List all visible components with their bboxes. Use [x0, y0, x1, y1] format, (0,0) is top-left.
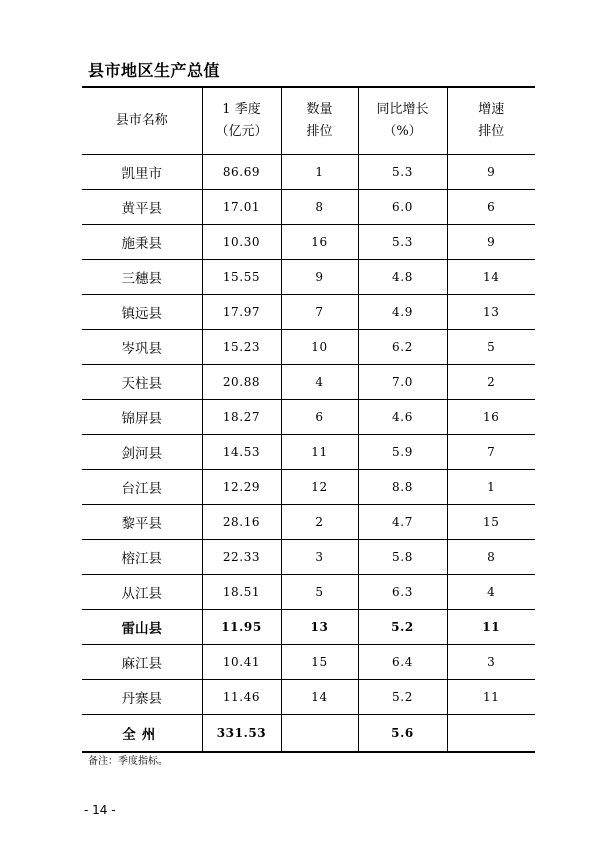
table-row	[82, 470, 535, 505]
cell-growth-rank: 2	[447, 365, 535, 400]
table-row	[82, 260, 535, 295]
cell-growth-rank: 7	[447, 435, 535, 470]
cell-growth: 6.4	[358, 645, 447, 680]
cell-q1-value: 20.88	[202, 365, 281, 400]
table-row	[82, 610, 535, 645]
cell-rank	[281, 715, 358, 753]
cell-rank: 6	[281, 400, 358, 435]
cell-county-name: 施秉县	[82, 225, 202, 260]
cell-growth-rank: 9	[447, 225, 535, 260]
cell-growth-rank: 16	[447, 400, 535, 435]
cell-county-name: 麻江县	[82, 645, 202, 680]
cell-growth: 7.0	[358, 365, 447, 400]
header-growth-rank	[447, 87, 535, 155]
cell-county-name: 全州	[82, 715, 202, 753]
cell-growth: 6.3	[358, 575, 447, 610]
cell-county-name: 岑巩县	[82, 330, 202, 365]
cell-rank: 8	[281, 190, 358, 225]
page-number: - 14 -	[84, 803, 116, 817]
cell-county-name: 剑河县	[82, 435, 202, 470]
cell-q1-value: 15.55	[202, 260, 281, 295]
header-q1-line2: （亿元）	[215, 124, 268, 139]
cell-county-name: 凯里市	[82, 155, 202, 190]
cell-growth-rank: 15	[447, 505, 535, 540]
cell-rank: 16	[281, 225, 358, 260]
table-row	[82, 575, 535, 610]
table-row	[82, 330, 535, 365]
footnote: 备注：季度指标。	[88, 756, 168, 767]
county-gdp-table	[82, 86, 535, 753]
cell-growth: 5.8	[358, 540, 447, 575]
header-growth-line2: （%）	[383, 124, 422, 139]
table-row	[82, 540, 535, 575]
cell-growth: 4.8	[358, 260, 447, 295]
cell-growth: 4.7	[358, 505, 447, 540]
cell-rank: 3	[281, 540, 358, 575]
cell-county-name: 丹寨县	[82, 680, 202, 715]
cell-growth-rank	[447, 715, 535, 753]
cell-growth-rank: 14	[447, 260, 535, 295]
cell-rank: 7	[281, 295, 358, 330]
cell-county-name: 台江县	[82, 470, 202, 505]
header-q1-value	[202, 87, 281, 155]
cell-county-name: 黎平县	[82, 505, 202, 540]
header-growth-line1: 同比增长	[376, 102, 429, 117]
total-row	[82, 715, 535, 753]
cell-rank: 5	[281, 575, 358, 610]
cell-growth-rank: 1	[447, 470, 535, 505]
table-row	[82, 680, 535, 715]
table-row	[82, 400, 535, 435]
cell-county-name: 从江县	[82, 575, 202, 610]
cell-growth-rank: 11	[447, 680, 535, 715]
table-row	[82, 190, 535, 225]
header-grank-line2: 排位	[478, 124, 505, 139]
cell-growth-rank: 8	[447, 540, 535, 575]
header-county-label: 县市名称	[115, 113, 168, 128]
cell-county-name: 三穗县	[82, 260, 202, 295]
table-row	[82, 645, 535, 680]
cell-q1-value: 11.46	[202, 680, 281, 715]
table-header-row	[82, 87, 535, 155]
cell-county-name: 天柱县	[82, 365, 202, 400]
cell-q1-value: 17.97	[202, 295, 281, 330]
cell-rank: 9	[281, 260, 358, 295]
cell-county-name: 榕江县	[82, 540, 202, 575]
cell-q1-value: 18.51	[202, 575, 281, 610]
cell-growth-rank: 5	[447, 330, 535, 365]
header-rank	[281, 87, 358, 155]
header-rank-line2: 排位	[306, 124, 333, 139]
cell-q1-value: 12.29	[202, 470, 281, 505]
cell-growth: 5.2	[358, 680, 447, 715]
cell-q1-value: 15.23	[202, 330, 281, 365]
cell-growth: 6.0	[358, 190, 447, 225]
cell-q1-value: 14.53	[202, 435, 281, 470]
cell-q1-value: 28.16	[202, 505, 281, 540]
table-row	[82, 365, 535, 400]
cell-growth-rank: 6	[447, 190, 535, 225]
cell-rank: 1	[281, 155, 358, 190]
page-title: 县市地区生产总值	[88, 61, 221, 80]
cell-growth: 8.8	[358, 470, 447, 505]
table-row	[82, 225, 535, 260]
cell-rank: 14	[281, 680, 358, 715]
cell-county-name: 镇远县	[82, 295, 202, 330]
cell-q1-value: 18.27	[202, 400, 281, 435]
cell-rank: 15	[281, 645, 358, 680]
header-q1-line1: 1 季度	[222, 102, 261, 117]
cell-q1-value: 10.30	[202, 225, 281, 260]
table-row	[82, 435, 535, 470]
table-row	[82, 505, 535, 540]
cell-county-name: 雷山县	[82, 610, 202, 645]
cell-q1-value: 86.69	[202, 155, 281, 190]
cell-growth: 5.6	[358, 715, 447, 753]
header-growth	[358, 87, 447, 155]
header-grank-line1: 增速	[478, 102, 505, 117]
table-row	[82, 295, 535, 330]
cell-q1-value: 17.01	[202, 190, 281, 225]
cell-growth: 5.3	[358, 225, 447, 260]
cell-county-name: 锦屏县	[82, 400, 202, 435]
cell-growth-rank: 11	[447, 610, 535, 645]
cell-rank: 2	[281, 505, 358, 540]
cell-growth-rank: 3	[447, 645, 535, 680]
cell-q1-value: 22.33	[202, 540, 281, 575]
table-body	[82, 155, 535, 753]
cell-rank: 12	[281, 470, 358, 505]
cell-county-name: 黄平县	[82, 190, 202, 225]
cell-growth: 6.2	[358, 330, 447, 365]
cell-growth: 5.9	[358, 435, 447, 470]
cell-growth-rank: 9	[447, 155, 535, 190]
cell-rank: 10	[281, 330, 358, 365]
cell-q1-value: 11.95	[202, 610, 281, 645]
cell-growth: 5.2	[358, 610, 447, 645]
cell-growth-rank: 13	[447, 295, 535, 330]
cell-q1-value: 331.53	[202, 715, 281, 753]
cell-growth: 4.9	[358, 295, 447, 330]
table-row	[82, 155, 535, 190]
cell-growth-rank: 4	[447, 575, 535, 610]
header-rank-line1: 数量	[306, 102, 333, 117]
cell-q1-value: 10.41	[202, 645, 281, 680]
cell-growth: 4.6	[358, 400, 447, 435]
cell-growth: 5.3	[358, 155, 447, 190]
cell-rank: 13	[281, 610, 358, 645]
cell-rank: 4	[281, 365, 358, 400]
header-county	[82, 87, 202, 155]
cell-rank: 11	[281, 435, 358, 470]
